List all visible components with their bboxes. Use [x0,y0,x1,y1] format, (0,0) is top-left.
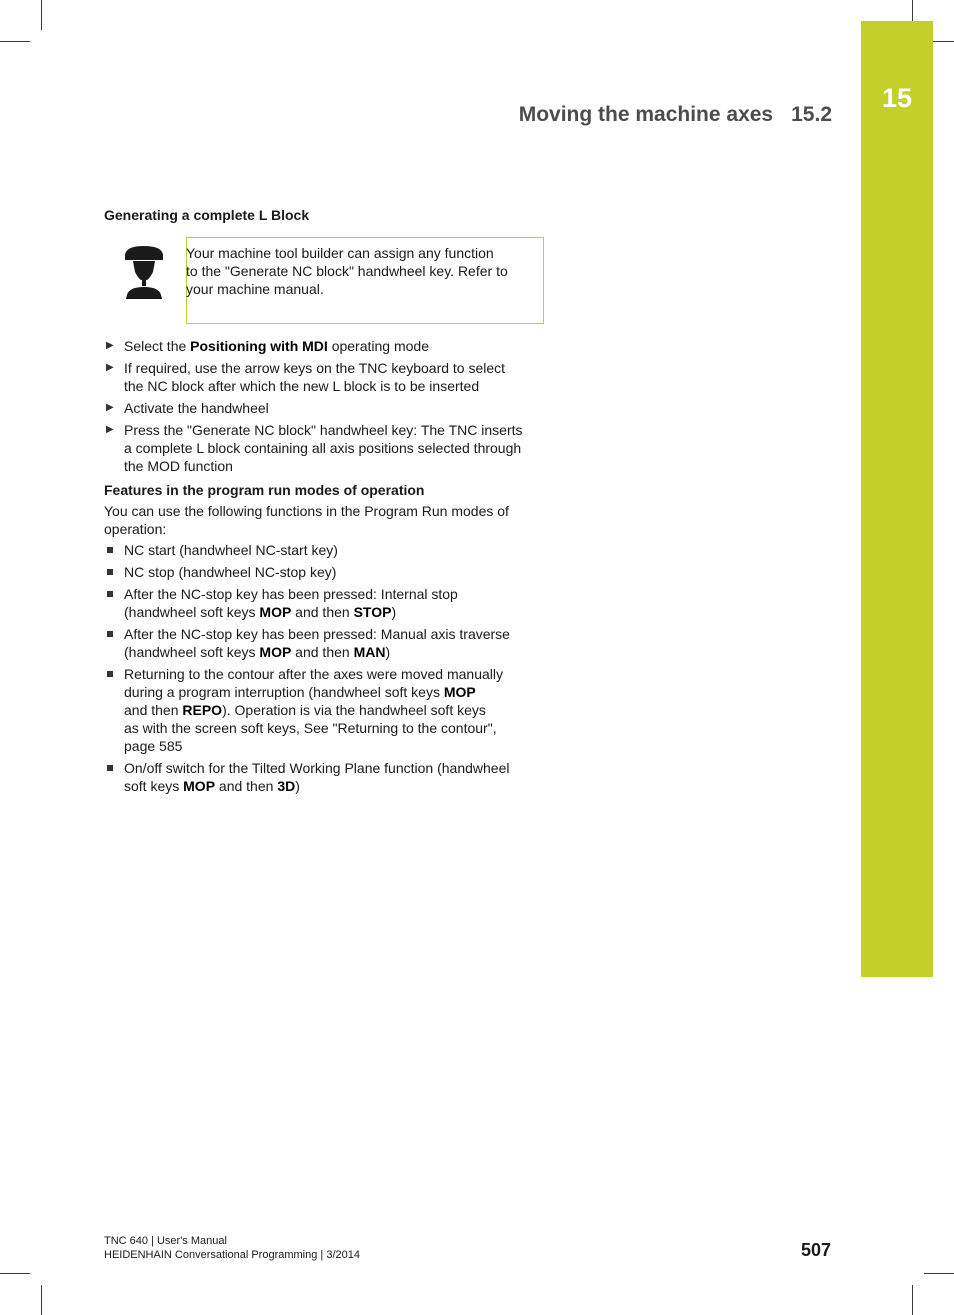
step-item: ▶ If required, use the arrow keys on the TNC keyboard to select the NC block after which the new L block is to be inserted [106,360,506,394]
page-number: 507 [800,1240,831,1260]
arrow-bullet-icon: ▶ [106,362,114,373]
list-item: After the NC-stop key has been pressed: Internal stop (handwheel soft keys MOP and then STOP) [104,585,544,621]
square-bullet-icon [107,547,113,553]
chapter-tab [861,21,933,977]
note-line: Your machine tool builder can assign any function [186,245,494,261]
list-item: On/off switch for the Tilted Working Plane function (handwheel soft keys MOP and then 3D) [104,759,544,795]
crop-mark [41,1285,42,1315]
feature-list [104,541,544,795]
note-line: your machine manual. [186,281,324,297]
square-bullet-icon [107,765,113,771]
square-bullet-icon [107,631,113,637]
crop-mark [912,1285,913,1315]
soft-key-label: MAN [353,644,386,660]
step-item: ▶ Activate the handwheel [106,400,269,416]
soft-key-label: 3D [277,778,296,794]
square-bullet-icon [107,671,113,677]
page-footer [104,1234,360,1262]
soft-key-label: MOP [259,644,292,660]
footer-line: HEIDENHAIN Conversational Programming | 3/2014 [104,1249,360,1261]
crop-mark [0,1273,30,1274]
crop-mark [0,41,30,42]
square-bullet-icon [107,591,113,597]
list-item: After the NC-stop key has been pressed: Manual axis traverse (handwheel soft keys MOP and then MAN) [104,625,544,661]
step-list [104,337,544,475]
list-item: NC stop (handwheel NC-stop key) [104,563,544,581]
note-box [104,237,544,324]
list-item: Returning to the contour after the axes were moved manually during a program interruption (handwheel soft keys MOP and then REPO). Operation is via the handwheel soft keys as with the screen soft keys, See "Returning to the contour", page 585 [104,665,544,755]
arrow-bullet-icon: ▶ [106,340,114,351]
running-head-section: 15.2 [791,103,832,126]
main-content [104,206,544,799]
operating-mode-label: Positioning with MDI [190,338,328,354]
crop-mark [924,1273,954,1274]
crop-mark [41,0,42,30]
intro-text: You can use the following functions in the Program Run modes of operation: [104,503,509,537]
arrow-bullet-icon: ▶ [106,402,114,413]
chapter-number: 15 [881,83,913,113]
machine-tool-icon [104,237,186,324]
crop-mark [933,41,954,42]
soft-key-label: MOP [259,604,292,620]
arrow-bullet-icon: ▶ [106,424,114,435]
step-item: ▶ Select the Positioning with MDI operating mode [106,338,429,354]
cross-reference: as with the screen soft keys, See "Returning to the contour", [124,720,497,736]
soft-key-label: STOP [353,604,392,620]
soft-key-label: MOP [443,684,476,700]
running-head-title: Moving the machine axes [518,103,774,126]
soft-key-label: REPO [182,702,223,718]
page-reference: page 585 [124,738,183,754]
square-bullet-icon [107,569,113,575]
running-head [400,103,832,127]
crop-mark [912,0,913,21]
note-line: to the "Generate NC block" handwheel key. Refer to [186,263,508,279]
section-heading: Generating a complete L Block [104,207,310,223]
soft-key-label: MOP [183,778,216,794]
step-item: ▶ Press the "Generate NC block" handwheel key: The TNC inserts a complete L block containing all axis positions selected through the MOD function [106,422,523,474]
footer-line: TNC 640 | User's Manual [104,1235,227,1247]
section-heading: Features in the program run modes of operation [104,482,425,498]
note-text [186,244,536,298]
list-item: NC start (handwheel NC-start key) [104,541,544,559]
